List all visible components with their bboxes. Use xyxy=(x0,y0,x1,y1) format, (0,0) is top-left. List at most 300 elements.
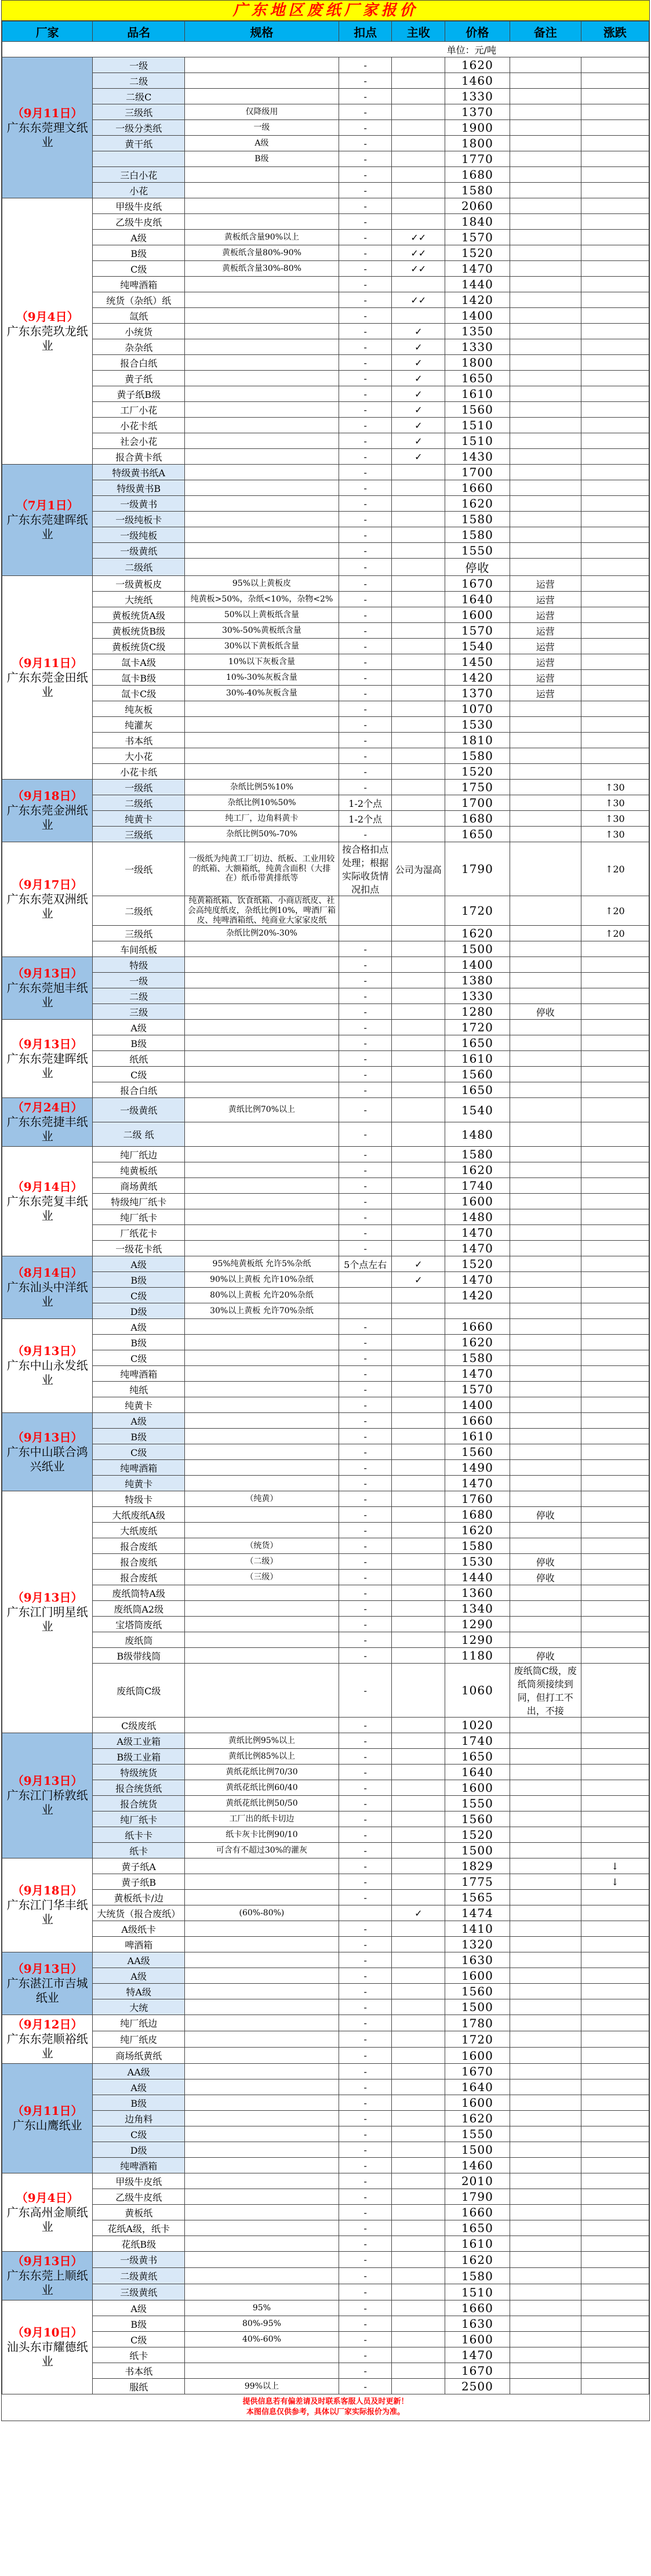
table-row xyxy=(2,1491,649,1507)
change-cell xyxy=(581,1523,649,1538)
note-cell xyxy=(510,1843,581,1858)
company-cell xyxy=(2,198,93,465)
main-cell xyxy=(392,1523,445,1538)
main-cell xyxy=(392,1335,445,1350)
note-cell xyxy=(510,2347,581,2363)
change-cell xyxy=(581,1067,649,1082)
main-cell xyxy=(392,120,445,136)
deduct-cell: - xyxy=(339,2236,392,2252)
change-cell xyxy=(581,1664,649,1718)
main-cell xyxy=(392,1429,445,1444)
table-row xyxy=(2,1288,649,1303)
product-cell: 黄子纸 xyxy=(93,371,185,386)
table-row xyxy=(2,2015,649,2031)
note-cell xyxy=(510,733,581,748)
price-cell: 1720 xyxy=(445,896,510,926)
spec-cell xyxy=(185,2064,339,2079)
table-row xyxy=(2,1538,649,1554)
change-cell xyxy=(581,1601,649,1617)
note-cell xyxy=(510,2079,581,2095)
price-cell: 1620 xyxy=(445,926,510,941)
product-cell: 纯啤酒箱 xyxy=(93,1460,185,1476)
product-cell: 商场纸黄纸 xyxy=(93,2048,185,2064)
spec-cell xyxy=(185,1523,339,1538)
table-row xyxy=(2,1319,649,1335)
table-row xyxy=(2,1303,649,1319)
main-cell xyxy=(392,2220,445,2236)
main-cell xyxy=(392,1554,445,1570)
table-row xyxy=(2,1968,649,1984)
main-cell xyxy=(392,795,445,811)
company-name: 广东东莞捷丰纸业 xyxy=(6,1115,88,1144)
change-cell xyxy=(581,2142,649,2158)
spec-cell: 仅降级用 xyxy=(185,104,339,120)
main-cell xyxy=(392,2332,445,2347)
price-cell: 1680 xyxy=(445,167,510,183)
main-cell xyxy=(392,1444,445,1460)
product-cell: 一级 xyxy=(93,973,185,988)
main-cell xyxy=(392,1538,445,1554)
note-cell xyxy=(510,183,581,198)
spec-cell xyxy=(185,2205,339,2220)
deduct-cell xyxy=(339,1288,392,1303)
price-cell: 1520 xyxy=(445,764,510,780)
spec-cell xyxy=(185,1051,339,1067)
price-cell: 1470 xyxy=(445,1476,510,1491)
spec-cell xyxy=(185,1890,339,1905)
table-row xyxy=(2,576,649,592)
deduct-cell: - xyxy=(339,1523,392,1538)
price-cell: 1530 xyxy=(445,1554,510,1570)
table-row xyxy=(2,1780,649,1796)
note-cell xyxy=(510,1811,581,1827)
spec-cell xyxy=(185,214,339,230)
main-cell xyxy=(392,104,445,120)
table-row xyxy=(2,2142,649,2158)
spec-cell xyxy=(185,1632,339,1648)
product-cell: 纯啤酒箱 xyxy=(93,1366,185,1382)
product-cell: 三级 xyxy=(93,1004,185,1020)
spec-cell xyxy=(185,1999,339,2015)
deduct-cell: - xyxy=(339,1811,392,1827)
product-cell: 废纸筒C级 xyxy=(93,1664,185,1718)
change-cell xyxy=(581,198,649,214)
deduct-cell: - xyxy=(339,371,392,386)
spec-cell xyxy=(185,1147,339,1162)
price-cell: 1829 xyxy=(445,1858,510,1874)
main-cell xyxy=(392,1397,445,1413)
price-cell: 1620 xyxy=(445,1335,510,1350)
spec-cell xyxy=(185,1718,339,1733)
product-cell: 氙卡A级 xyxy=(93,654,185,670)
product-cell: 纯厂纸卡 xyxy=(93,1209,185,1225)
company-cell xyxy=(2,2300,93,2394)
price-cell: 1640 xyxy=(445,592,510,607)
price-cell: 1760 xyxy=(445,1491,510,1507)
change-cell xyxy=(581,701,649,717)
note-cell xyxy=(510,1999,581,2015)
price-cell: 1800 xyxy=(445,355,510,371)
price-cell: 1740 xyxy=(445,1733,510,1749)
deduct-cell: - xyxy=(339,1585,392,1601)
product-cell: 二级 xyxy=(93,988,185,1004)
change-cell xyxy=(581,1272,649,1288)
main-cell xyxy=(392,1999,445,2015)
price-cell: 1420 xyxy=(445,292,510,308)
table-row xyxy=(2,1397,649,1413)
product-cell: 一级纯板 xyxy=(93,527,185,543)
price-cell: 1670 xyxy=(445,576,510,592)
deduct-cell: - xyxy=(339,639,392,654)
table-row xyxy=(2,2064,649,2079)
deduct-cell: - xyxy=(339,136,392,151)
spec-cell xyxy=(185,2015,339,2031)
change-cell xyxy=(581,1890,649,1905)
product-cell: 黄板纸卡/边 xyxy=(93,1890,185,1905)
spec-cell: 90%以上黄板 允许10%杂纸 xyxy=(185,1272,339,1288)
spec-cell: 纯黄板>50%，杂纸<10%，杂物<2% xyxy=(185,592,339,607)
deduct-cell: - xyxy=(339,2048,392,2064)
price-cell: 1600 xyxy=(445,1194,510,1209)
change-cell xyxy=(581,2095,649,2111)
main-cell xyxy=(392,2095,445,2111)
price-cell: 1550 xyxy=(445,1796,510,1811)
product-cell: B级 xyxy=(93,2316,185,2332)
main-cell xyxy=(392,1476,445,1491)
change-cell: ↓ xyxy=(581,1874,649,1890)
deduct-cell: - xyxy=(339,1162,392,1178)
main-cell xyxy=(392,2158,445,2173)
main-cell xyxy=(392,1004,445,1020)
main-cell xyxy=(392,1241,445,1256)
note-cell: 废纸筒C级，废纸筒须接续到同，但打工不出，不接 xyxy=(510,1664,581,1718)
price-cell: 1720 xyxy=(445,1020,510,1035)
price-cell: 1610 xyxy=(445,1429,510,1444)
spec-cell xyxy=(185,2268,339,2284)
deduct-cell: - xyxy=(339,2332,392,2347)
main-cell xyxy=(392,1122,445,1147)
deduct-cell: - xyxy=(339,764,392,780)
spec-cell: 一级纸为纯黄工厂切边、纸板、工业用较的纸箱、大额箱纸，纯黄含面积（大排在）纸币带黄排纸等 xyxy=(185,842,339,896)
deduct-cell: - xyxy=(339,2220,392,2236)
note-cell xyxy=(510,1350,581,1366)
table-row xyxy=(2,73,649,89)
spec-cell xyxy=(185,957,339,973)
note-cell xyxy=(510,1020,581,1035)
table-row xyxy=(2,2252,649,2268)
company-cell xyxy=(2,1952,93,2015)
spec-cell xyxy=(185,1035,339,1051)
note-cell xyxy=(510,1460,581,1476)
table-row xyxy=(2,2347,649,2363)
deduct-cell: - xyxy=(339,607,392,623)
deduct-cell: - xyxy=(339,292,392,308)
table-row xyxy=(2,1749,649,1765)
product-cell: 书本纸 xyxy=(93,2363,185,2379)
change-cell xyxy=(581,607,649,623)
note-cell xyxy=(510,1225,581,1241)
spec-cell: 可含有不超过30%的灌灰 xyxy=(185,1843,339,1858)
main-cell: ✓✓ xyxy=(392,261,445,277)
table-row xyxy=(2,2079,649,2095)
spec-cell: 40%-60% xyxy=(185,2332,339,2347)
price-cell: 1470 xyxy=(445,2347,510,2363)
note-cell xyxy=(510,465,581,480)
price-cell: 1580 xyxy=(445,1538,510,1554)
note-cell xyxy=(510,2158,581,2173)
price-cell: 1740 xyxy=(445,1178,510,1194)
note-cell xyxy=(510,1780,581,1796)
product-cell: 三级纸 xyxy=(93,827,185,842)
product-cell: 甲级牛皮纸 xyxy=(93,2173,185,2189)
product-cell: C级 xyxy=(93,261,185,277)
price-cell: 1020 xyxy=(445,1718,510,1733)
note-cell xyxy=(510,1147,581,1162)
product-cell: C级 xyxy=(93,2126,185,2142)
main-cell xyxy=(392,1067,445,1082)
note-cell xyxy=(510,167,581,183)
company-name: 广东东莞理文纸业 xyxy=(6,120,88,149)
spec-cell xyxy=(185,308,339,324)
deduct-cell: - xyxy=(339,1984,392,1999)
price-cell: 1474 xyxy=(445,1905,510,1921)
deduct-cell: - xyxy=(339,1241,392,1256)
deduct-cell: - xyxy=(339,1194,392,1209)
deduct-cell: 5个点左右 xyxy=(339,1256,392,1272)
change-cell xyxy=(581,2252,649,2268)
product-cell: 三级纸 xyxy=(93,926,185,941)
spec-cell: 黄板纸含量80%-90% xyxy=(185,245,339,261)
main-cell xyxy=(392,1491,445,1507)
change-cell xyxy=(581,1905,649,1921)
deduct-cell: - xyxy=(339,654,392,670)
note-cell xyxy=(510,512,581,527)
col-header-product: 品名 xyxy=(93,21,185,42)
spec-cell: 杂纸比例5%10% xyxy=(185,780,339,795)
deduct-cell: - xyxy=(339,198,392,214)
price-cell: 1650 xyxy=(445,1035,510,1051)
product-cell: 纯纸 xyxy=(93,1382,185,1397)
product-cell: 特级纯厂纸卡 xyxy=(93,1194,185,1209)
spec-cell xyxy=(185,1585,339,1601)
spec-cell xyxy=(185,57,339,73)
product-cell: A级工业箱 xyxy=(93,1733,185,1749)
main-cell xyxy=(392,527,445,543)
deduct-cell: - xyxy=(339,543,392,559)
price-cell: 1650 xyxy=(445,827,510,842)
product-cell: 大小花 xyxy=(93,748,185,764)
product-cell: 纸纸 xyxy=(93,1051,185,1067)
product-cell: 一级黄纸 xyxy=(93,543,185,559)
table-row xyxy=(2,167,649,183)
deduct-cell: - xyxy=(339,104,392,120)
price-cell: 1480 xyxy=(445,1209,510,1225)
note-cell xyxy=(510,292,581,308)
spec-cell xyxy=(185,941,339,957)
deduct-cell: - xyxy=(339,1749,392,1765)
deduct-cell: - xyxy=(339,1538,392,1554)
note-cell xyxy=(510,245,581,261)
company-cell xyxy=(2,1319,93,1413)
deduct-cell: - xyxy=(339,449,392,465)
main-cell xyxy=(392,1382,445,1397)
note-cell xyxy=(510,973,581,988)
product-cell: 纯厂纸皮 xyxy=(93,2031,185,2048)
note-cell xyxy=(510,1765,581,1780)
note-cell xyxy=(510,339,581,355)
price-cell: 1540 xyxy=(445,639,510,654)
col-header-change: 涨跌 xyxy=(581,21,649,42)
product-cell: 三级纸 xyxy=(93,104,185,120)
table-row xyxy=(2,2220,649,2236)
table-row xyxy=(2,2268,649,2284)
company-date: （8月14日） xyxy=(12,1266,83,1280)
spec-cell xyxy=(185,89,339,104)
main-cell: 公司为湿高 xyxy=(392,842,445,896)
table-row xyxy=(2,1905,649,1921)
price-cell: 1420 xyxy=(445,670,510,686)
table-row xyxy=(2,2316,649,2332)
change-cell xyxy=(581,136,649,151)
deduct-cell: - xyxy=(339,2205,392,2220)
product-cell: 报合白纸 xyxy=(93,1082,185,1098)
change-cell xyxy=(581,2268,649,2284)
table-row xyxy=(2,1554,649,1570)
change-cell xyxy=(581,433,649,449)
spec-cell xyxy=(185,2111,339,2126)
table-row xyxy=(2,1444,649,1460)
table-row xyxy=(2,1460,649,1476)
change-cell xyxy=(581,167,649,183)
main-cell xyxy=(392,1858,445,1874)
company-name: 广东江门华丰纸业 xyxy=(6,1898,88,1927)
product-cell: 报合废纸 xyxy=(93,1554,185,1570)
table-row xyxy=(2,1796,649,1811)
spec-cell: 10%以下灰板含量 xyxy=(185,654,339,670)
change-cell xyxy=(581,1288,649,1303)
deduct-cell: - xyxy=(339,2189,392,2205)
product-cell: 边角料 xyxy=(93,2111,185,2126)
spec-cell xyxy=(185,2095,339,2111)
deduct-cell: - xyxy=(339,1554,392,1570)
spec-cell xyxy=(185,1984,339,1999)
company-date: （9月18日） xyxy=(12,789,83,803)
change-cell xyxy=(581,527,649,543)
product-cell: 花纸B级 xyxy=(93,2236,185,2252)
header-row xyxy=(2,21,649,42)
main-cell xyxy=(392,559,445,576)
note-cell: 停收 xyxy=(510,1554,581,1570)
table-row xyxy=(2,1874,649,1890)
company-date: （9月13日） xyxy=(12,1344,83,1358)
product-cell: A级 xyxy=(93,1968,185,1984)
deduct-cell: - xyxy=(339,2300,392,2316)
note-cell xyxy=(510,1098,581,1122)
company-cell xyxy=(2,2252,93,2300)
product-cell: 废纸筒特A级 xyxy=(93,1585,185,1601)
product-cell: 一级分类纸 xyxy=(93,120,185,136)
company-name: 广东山鹰纸业 xyxy=(12,2118,82,2133)
price-cell: 1470 xyxy=(445,1272,510,1288)
change-cell xyxy=(581,230,649,245)
main-cell xyxy=(392,1811,445,1827)
main-cell xyxy=(392,1178,445,1194)
page-title: 广东地区废纸厂家报价 xyxy=(2,1,649,21)
product-cell: 车间纸板 xyxy=(93,941,185,957)
table-row xyxy=(2,973,649,988)
deduct-cell: - xyxy=(339,1178,392,1194)
main-cell xyxy=(392,733,445,748)
change-cell xyxy=(581,2236,649,2252)
table-row xyxy=(2,2173,649,2189)
spec-cell xyxy=(185,1952,339,1968)
product-cell: 杂杂纸 xyxy=(93,339,185,355)
main-cell: ✓ xyxy=(392,339,445,355)
price-cell: 1700 xyxy=(445,795,510,811)
change-cell xyxy=(581,623,649,639)
deduct-cell: - xyxy=(339,1733,392,1749)
note-cell xyxy=(510,2031,581,2048)
price-cell: 1290 xyxy=(445,1617,510,1632)
main-cell xyxy=(392,1874,445,1890)
price-cell: 1290 xyxy=(445,1632,510,1648)
note-cell xyxy=(510,1397,581,1413)
price-cell: 1530 xyxy=(445,717,510,733)
change-cell xyxy=(581,576,649,592)
note-cell xyxy=(510,1749,581,1765)
deduct-cell: - xyxy=(339,1020,392,1035)
deduct-cell: - xyxy=(339,151,392,167)
deduct-cell: - xyxy=(339,1718,392,1733)
company-date: （7月1日） xyxy=(16,498,79,512)
spec-cell xyxy=(185,1507,339,1523)
table-row xyxy=(2,1147,649,1162)
price-cell: 1420 xyxy=(445,1288,510,1303)
deduct-cell: - xyxy=(339,2064,392,2079)
note-cell xyxy=(510,1952,581,1968)
main-cell xyxy=(392,1632,445,1648)
spec-cell xyxy=(185,1350,339,1366)
price-table-body xyxy=(2,42,649,2394)
deduct-cell: - xyxy=(339,1632,392,1648)
spec-cell xyxy=(185,1004,339,1020)
price-cell: 1070 xyxy=(445,701,510,717)
table-row xyxy=(2,654,649,670)
price-cell: 2010 xyxy=(445,2173,510,2189)
price-cell: 1620 xyxy=(445,496,510,512)
table-row xyxy=(2,402,649,418)
price-cell: 1470 xyxy=(445,1366,510,1382)
spec-cell xyxy=(185,371,339,386)
col-header-note: 备注 xyxy=(510,21,581,42)
price-cell: 1640 xyxy=(445,2079,510,2095)
main-cell xyxy=(392,623,445,639)
table-row xyxy=(2,449,649,465)
spec-cell: 杂纸比例10%50% xyxy=(185,795,339,811)
spec-cell xyxy=(185,1476,339,1491)
table-row xyxy=(2,1937,649,1952)
main-cell xyxy=(392,1162,445,1178)
table-row xyxy=(2,827,649,842)
spec-cell xyxy=(185,1067,339,1082)
table-row xyxy=(2,214,649,230)
deduct-cell: - xyxy=(339,1366,392,1382)
company-cell xyxy=(2,2173,93,2252)
price-cell: 1660 xyxy=(445,480,510,496)
product-cell: 大纸废纸A级 xyxy=(93,1507,185,1523)
spec-cell xyxy=(185,764,339,780)
change-cell xyxy=(581,1507,649,1523)
